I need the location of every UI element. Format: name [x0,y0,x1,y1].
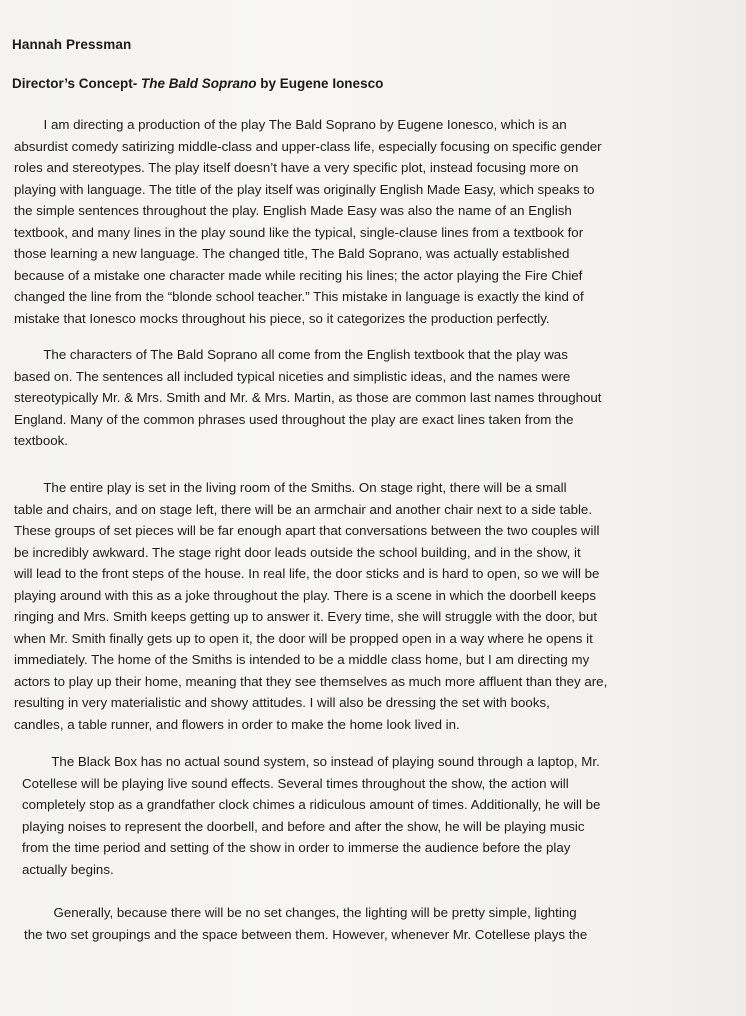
text-line: will lead to the front steps of the house. In real life, the door sticks and is hard to open, so we will be [14,566,600,581]
text-line: the simple sentences throughout the play. English Made Easy was also the name of an English [14,203,572,218]
text-line: absurdist comedy satirizing middle-class and upper-class life, especially focusing on specific gender [14,138,602,154]
text-line: resulting in very materialistic and showy attitudes. I will also be dressing the set with books, [14,695,550,710]
text-line: those learning a new language. The changed title, The Bald Soprano, was actually established [14,246,570,261]
text-line: changed the line from the “blonde school teacher.” This mistake in language is exactly the kind of [14,289,584,304]
text-line: The entire play is set in the living room of the Smiths. On stage right, there will be a small [14,480,567,495]
title-prefix: Director’s Concept- [12,76,142,91]
text-line: the two set groupings and the space between them. However, whenever Mr. Cotellese plays the [24,926,588,942]
text-line: actors to play up their home, meaning that they see themselves as much more affluent than they are, [14,673,608,689]
text-line: from the time period and setting of the show in order to immerse the audience before the play [22,840,571,855]
text-line: based on. The sentences all included typical niceties and simplistic ideas, and the names were [14,368,571,384]
text-line: The characters of The Bald Soprano all come from the English textbook that the play was [14,347,568,362]
text-line: candles, a table runner, and flowers in order to make the home look lived in. [14,716,460,732]
text-line: playing with language. The title of the play itself was originally English Made Easy, which speaks to [14,181,595,197]
title-suffix: by Eugene Ionesco [256,76,384,91]
text-line: Generally, because there will be no set changes, the lighting will be pretty simple, lighting [24,905,577,920]
text-line: These groups of set pieces will be far enough apart that conversations between the two couples will [14,523,600,538]
text-line: England. Many of the common phrases used throughout the play are exact lines taken from the [14,411,574,427]
text-line: be incredibly awkward. The stage right door leads outside the school building, and in the show, it [14,544,581,560]
text-line: roles and stereotypes. The play itself doesn’t have a very specific plot, instead focusing more on [14,160,579,175]
text-line: textbook. [14,433,68,448]
text-line: table and chairs, and on stage left, there will be an armchair and another chair next to a side table. [14,501,593,517]
text-line: Cotellese will be playing live sound effects. Several times throughout the show, the action will [22,775,569,791]
text-line: when Mr. Smith finally gets up to open it, the door will be propped open in a way where he opens it [14,630,593,646]
text-line: immediately. The home of the Smiths is intended to be a middle class home, but I am directing my [14,652,590,667]
text-line: playing noises to represent the doorbell, and before and after the show, he will be playing music [22,818,585,834]
author-name: Hannah Pressman [12,37,132,52]
document-title [12,76,383,91]
paragraph-characters [14,344,686,452]
text-line: stereotypically Mr. & Mrs. Smith and Mr. & Mrs. Martin, as those are common last names throughout [14,390,602,405]
text-line: actually begins. [22,861,114,877]
text-line: The Black Box has no actual sound system, so instead of playing sound through a laptop, Mr. [22,754,600,769]
text-line: mistake that Ionesco mocks throughout his piece, so it categorizes the production perfectly. [14,310,550,326]
paragraph-setting [14,477,686,735]
title-play-name: The Bald Soprano [141,76,257,91]
text-line: because of a mistake one character made while reciting his lines; the actor playing the Fire Chief [14,267,583,283]
text-line: I am directing a production of the play The Bald Soprano by Eugene Ionesco, which is an [14,117,567,132]
text-line: playing around with this as a joke throughout the play. There is a scene in which the doorbell keeps [14,587,596,603]
paragraph-sound [22,751,694,880]
paragraph-intro [14,114,686,329]
text-line: textbook, and many lines in the play sound like the typical, single-clause lines from a textbook for [14,224,584,240]
paragraph-lighting [24,902,696,945]
text-line: completely stop as a grandfather clock chimes a ridiculous amount of times. Additionally, he will be [22,797,601,812]
text-line: ringing and Mrs. Smith keeps getting up to answer it. Every time, she will struggle with the door, but [14,609,598,624]
